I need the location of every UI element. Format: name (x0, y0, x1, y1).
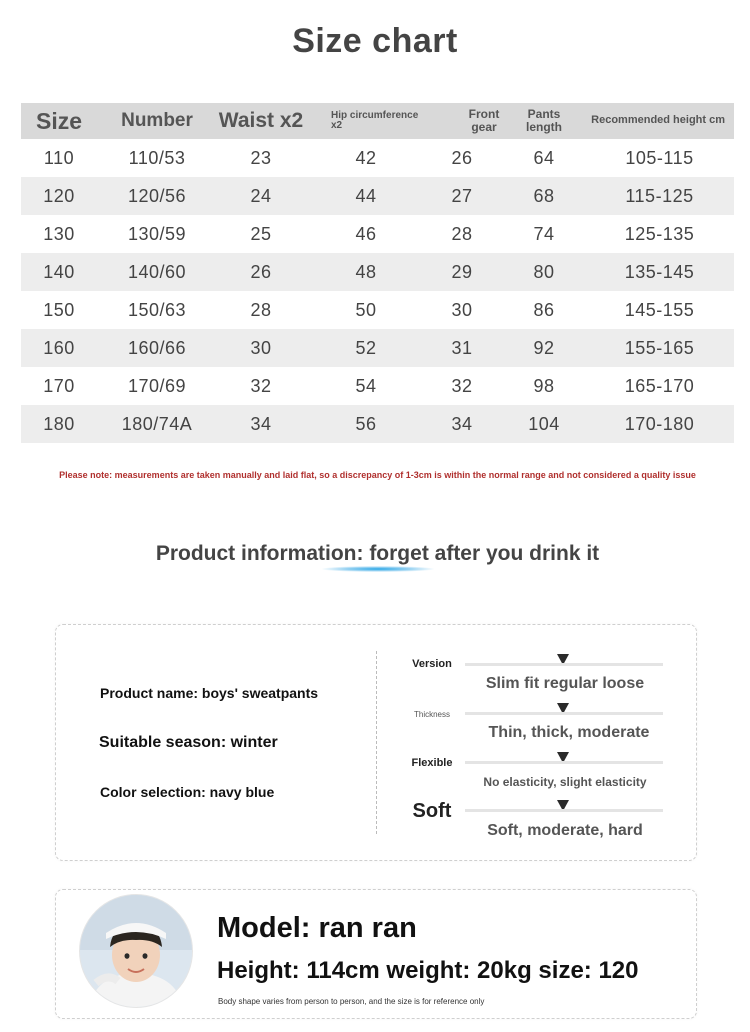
table-row (21, 405, 734, 443)
header-number: Number (121, 110, 193, 132)
table-body (21, 139, 734, 443)
cell-front-gear: 30 (451, 300, 473, 320)
table-row (21, 215, 734, 253)
cell-waist: 28 (250, 300, 272, 320)
header-pants-length: Pants length (526, 107, 562, 134)
table-row (21, 177, 734, 215)
table-header (21, 103, 734, 139)
attr-scale-soft (465, 809, 663, 812)
attr-value-version: Slim fit regular loose (485, 675, 645, 692)
cell-number: 150/63 (127, 300, 187, 320)
model-name: Model: ran ran (217, 912, 417, 944)
cell-waist: 30 (250, 338, 272, 358)
table-row (21, 329, 734, 367)
cell-hip: 56 (355, 414, 377, 434)
page-title: Size chart (292, 22, 458, 60)
cell-size: 150 (43, 300, 75, 320)
cell-waist: 23 (250, 148, 272, 168)
cell-pants-length: 68 (533, 186, 555, 206)
cell-size: 140 (43, 262, 75, 282)
child-photo-icon (80, 895, 192, 1007)
cell-recommended-height: 115-125 (625, 186, 694, 206)
cell-front-gear: 26 (451, 148, 473, 168)
cell-number: 180/74A (121, 414, 193, 434)
header-hip: Hip circumference x2 (331, 109, 419, 131)
product-info-title: Product information: forget after you drink it (155, 542, 600, 565)
cell-recommended-height: 155-165 (624, 338, 695, 358)
header-waist: Waist x2 (218, 108, 304, 132)
cell-number: 120/56 (127, 186, 187, 206)
color-selection: Color selection: navy blue (100, 784, 275, 800)
cell-waist: 32 (250, 376, 272, 396)
cell-waist: 24 (250, 186, 272, 206)
cell-pants-length: 80 (533, 262, 555, 282)
cell-front-gear: 31 (451, 338, 473, 358)
attr-scale-thickness (465, 712, 663, 715)
cell-size: 180 (43, 414, 75, 434)
cell-recommended-height: 105-115 (625, 148, 694, 168)
table-row (21, 291, 734, 329)
cell-pants-length: 92 (533, 338, 555, 358)
cell-hip: 54 (355, 376, 377, 396)
cell-number: 140/60 (127, 262, 187, 282)
cell-size: 160 (43, 338, 75, 358)
attr-label-soft: Soft (412, 800, 452, 822)
cell-size: 130 (43, 224, 75, 244)
cell-number: 160/66 (127, 338, 187, 358)
attr-label-version: Version (412, 658, 452, 670)
cell-recommended-height: 170-180 (624, 414, 695, 434)
cell-pants-length: 86 (533, 300, 555, 320)
cell-front-gear: 27 (451, 186, 473, 206)
attr-scale-version (465, 663, 663, 666)
cell-front-gear: 32 (451, 376, 473, 396)
cell-hip: 46 (355, 224, 377, 244)
divider (376, 651, 377, 834)
attr-value-flexible: No elasticity, slight elasticity (483, 775, 647, 789)
cell-pants-length: 98 (533, 376, 555, 396)
attr-scale-flexible (465, 761, 663, 764)
cell-size: 170 (43, 376, 75, 396)
header-size: Size (35, 107, 83, 134)
cell-front-gear: 34 (451, 414, 473, 434)
cell-recommended-height: 135-145 (624, 262, 695, 282)
cell-hip: 50 (355, 300, 377, 320)
table-row (21, 367, 734, 405)
table-row (21, 253, 734, 291)
cell-number: 110/53 (128, 148, 186, 168)
cell-number: 130/59 (127, 224, 187, 244)
attr-value-soft: Soft, moderate, hard (487, 822, 643, 839)
header-recommended-height: Recommended height cm (591, 114, 725, 127)
cell-hip: 42 (355, 148, 377, 168)
model-note: Body shape varies from person to person, and the size is for reference only (218, 997, 485, 1006)
cell-waist: 25 (250, 224, 272, 244)
measurement-note: Please note: measurements are taken manually and laid flat, so a discrepancy of 1-3cm is within the normal range and not considered a quality issue (59, 470, 696, 480)
cell-front-gear: 28 (451, 224, 473, 244)
cell-front-gear: 29 (451, 262, 473, 282)
cell-pants-length: 64 (533, 148, 555, 168)
cell-recommended-height: 165-170 (624, 376, 695, 396)
cell-hip: 48 (355, 262, 377, 282)
cell-number: 170/69 (127, 376, 187, 396)
cell-hip: 44 (355, 186, 377, 206)
cell-pants-length: 104 (528, 414, 560, 434)
table-row (21, 139, 734, 177)
product-name: Product name: boys' sweatpants (100, 685, 319, 701)
cell-pants-length: 74 (533, 224, 555, 244)
cell-recommended-height: 145-155 (624, 300, 695, 320)
header-front-gear: Front gear (468, 107, 500, 134)
cell-size: 120 (43, 186, 75, 206)
model-photo (79, 894, 193, 1008)
cell-hip: 52 (355, 338, 377, 358)
title-underline-glow (322, 566, 434, 572)
cell-size: 110 (43, 148, 75, 168)
cell-recommended-height: 125-135 (624, 224, 695, 244)
cell-waist: 26 (250, 262, 272, 282)
attr-label-thickness: Thickness (413, 710, 450, 719)
model-stats: Height: 114cm weight: 20kg size: 120 (217, 957, 639, 984)
cell-waist: 34 (250, 414, 272, 434)
attr-label-flexible: Flexible (411, 757, 453, 769)
suitable-season: Suitable season: winter (99, 734, 278, 751)
attr-value-thickness: Thin, thick, moderate (488, 724, 650, 741)
size-table (21, 103, 734, 443)
